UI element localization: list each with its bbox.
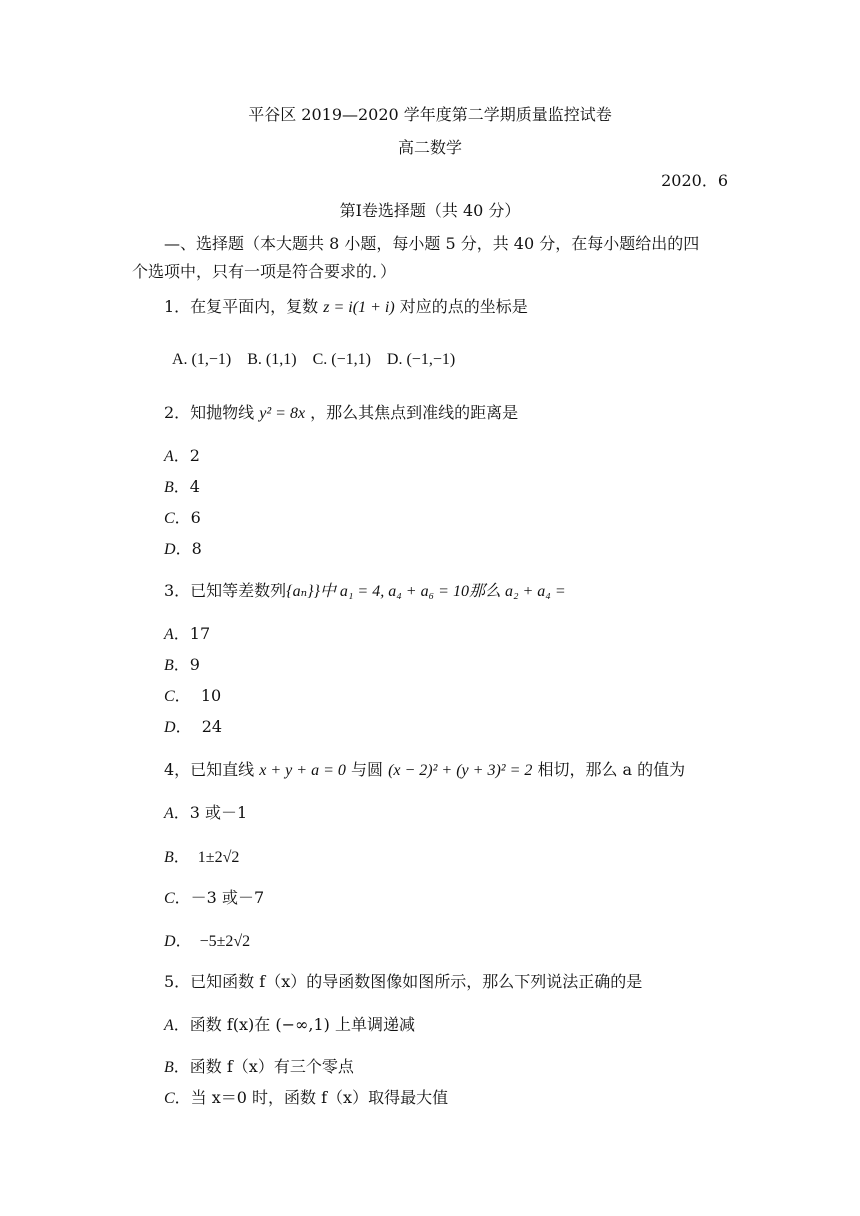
- question-5-stem: 5．已知函数 f（x）的导函数图像如图所示，那么下列说法正确的是: [164, 972, 643, 991]
- q5-option-b: [164, 1056, 354, 1079]
- q3-option-a: [164, 623, 210, 646]
- q4-option-a-letter: A: [164, 805, 174, 822]
- q2-option-c-letter: C: [164, 510, 175, 527]
- q4-option-b: [164, 846, 239, 869]
- question-3-stem: [164, 580, 566, 603]
- q3-option-a-text: ．17: [173, 624, 211, 643]
- q4-option-d: [164, 930, 250, 953]
- q2-option-a-letter: A: [164, 448, 174, 465]
- section-intro-line2: 个选项中，只有一项是符合要求的．）: [132, 262, 397, 281]
- q2-stem-suffix: ，那么其焦点到准线的距离是: [310, 403, 519, 422]
- question-2-stem: [164, 402, 518, 425]
- q5-option-a-text: ．函数 f(x)在 (−∞,1) 上单调递减: [173, 1015, 415, 1034]
- q2-option-c: [164, 507, 201, 530]
- q2-option-d: [164, 538, 202, 561]
- q3-stem-prefix: 3．已知等差数列: [164, 581, 287, 600]
- q1-stem-prefix: 1．在复平面内，复数: [164, 297, 319, 316]
- exam-date: 2020．6: [661, 171, 728, 190]
- q2-option-a-text: ．2: [173, 446, 200, 465]
- q5-option-a-letter: A: [164, 1017, 174, 1034]
- section-intro-line1: —、选择题（本大题共 8 小题，每小题 5 分，共 40 分，在每小题给出的四: [164, 234, 700, 253]
- q2-option-b-letter: B: [164, 479, 174, 496]
- q4-option-c-letter: C: [164, 890, 175, 907]
- q3-option-a-letter: A: [164, 626, 174, 643]
- q3-option-c-text: ． 10: [174, 686, 222, 705]
- q2-option-b: [164, 476, 200, 499]
- q4-stem-math2: (x − 2)² + (y + 3)² = 2: [388, 762, 533, 779]
- q5-option-c-text: ．当 x＝0 时，函数 f（x）取得最大值: [174, 1088, 449, 1107]
- q1-stem-suffix: 对应的点的坐标是: [399, 297, 528, 316]
- q2-option-d-text: ．8: [175, 539, 202, 558]
- q5-option-c-letter: C: [164, 1090, 175, 1107]
- q5-option-b-text: ．函数 f（x）有三个零点: [173, 1057, 354, 1076]
- q3-stem-math: {aₙ}}中 a₁ = 4, a₄ + a₆ = 10那么 a₂ + a₄ =: [286, 583, 566, 600]
- q3-option-b: [164, 654, 200, 677]
- q2-option-a: [164, 445, 200, 468]
- q3-option-b-letter: B: [164, 657, 174, 674]
- q3-option-b-text: ．9: [173, 655, 200, 674]
- q4-option-d-letter: D: [164, 933, 176, 950]
- q5-option-b-letter: B: [164, 1059, 174, 1076]
- q2-option-b-text: ．4: [173, 477, 200, 496]
- q3-option-c: [164, 685, 221, 708]
- q3-option-d-text: ． 24: [175, 717, 223, 736]
- q4-option-d-text: ． −5±2√2: [175, 933, 251, 950]
- q4-option-a: [164, 802, 247, 825]
- q4-option-b-text: ． 1±2√2: [173, 849, 240, 866]
- section-title: 第Ⅰ卷选择题（共 40 分）: [339, 201, 521, 220]
- q2-stem-math: y² = 8x: [259, 405, 306, 422]
- q4-option-a-text: ．3 或－1: [173, 803, 248, 822]
- q2-option-c-text: ．6: [174, 508, 201, 527]
- q4-option-c: [164, 887, 264, 910]
- question-1-options: A. (1,−1) B. (1,1) C. (−1,1) D. (−1,−1): [172, 351, 456, 368]
- q4-stem-suffix: 相切，那么 a 的值为: [537, 760, 686, 779]
- q3-option-d: [164, 716, 222, 739]
- question-1-stem: [164, 296, 528, 319]
- q4-stem-prefix: 4，已知直线: [164, 760, 255, 779]
- q2-option-d-letter: D: [164, 541, 176, 558]
- q5-option-c: [164, 1087, 448, 1110]
- q4-option-c-text: ．－3 或－7: [174, 888, 265, 907]
- question-4-stem: [164, 759, 685, 782]
- q4-stem-mid: 与圆: [350, 760, 383, 779]
- q4-stem-math: x + y + a = 0: [259, 762, 346, 779]
- exam-title: 平谷区 2019—2020 学年度第二学期质量监控试卷: [248, 105, 612, 124]
- q3-option-c-letter: C: [164, 688, 175, 705]
- q3-option-d-letter: D: [164, 719, 176, 736]
- exam-subject: 高二数学: [397, 138, 462, 157]
- q2-stem-prefix: 2．知抛物线: [164, 403, 255, 422]
- q4-option-b-letter: B: [164, 849, 174, 866]
- q5-option-a: [164, 1014, 415, 1037]
- q1-stem-math: z = i(1 + i): [323, 299, 395, 316]
